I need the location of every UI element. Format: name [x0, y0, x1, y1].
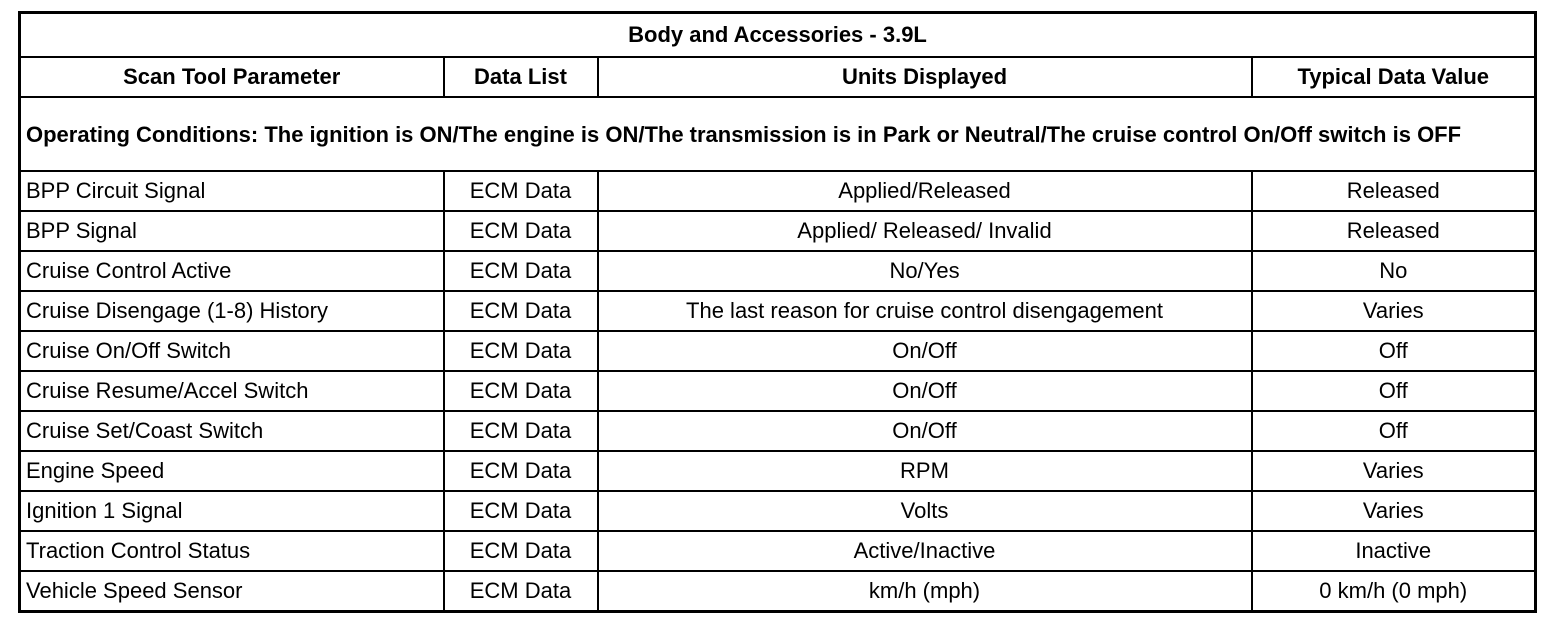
- cell-parameter: Cruise Disengage (1-8) History: [20, 291, 444, 331]
- cell-units: Applied/Released: [598, 171, 1252, 211]
- column-header-parameter: Scan Tool Parameter: [20, 57, 444, 97]
- cell-typical-value: Off: [1252, 331, 1536, 371]
- cell-typical-value: Varies: [1252, 491, 1536, 531]
- cell-data-list: ECM Data: [444, 451, 598, 491]
- table-row: [20, 251, 1536, 291]
- operating-conditions: Operating Conditions: The ignition is ON/The engine is ON/The transmission is in Park or Neutral/The cruise control On/Off switch is OFF: [20, 97, 1536, 171]
- cell-parameter: Traction Control Status: [20, 531, 444, 571]
- column-header-data-list: Data List: [444, 57, 598, 97]
- cell-parameter: Engine Speed: [20, 451, 444, 491]
- cell-typical-value: No: [1252, 251, 1536, 291]
- column-header-units: Units Displayed: [598, 57, 1252, 97]
- table-row: [20, 171, 1536, 211]
- scan-tool-data-table: [18, 11, 1537, 613]
- table-header-row: [20, 57, 1536, 97]
- cell-parameter: Cruise On/Off Switch: [20, 331, 444, 371]
- cell-units: RPM: [598, 451, 1252, 491]
- cell-data-list: ECM Data: [444, 211, 598, 251]
- cell-typical-value: Released: [1252, 171, 1536, 211]
- cell-data-list: ECM Data: [444, 171, 598, 211]
- cell-typical-value: Varies: [1252, 291, 1536, 331]
- cell-data-list: ECM Data: [444, 251, 598, 291]
- cell-data-list: ECM Data: [444, 291, 598, 331]
- cell-units: On/Off: [598, 331, 1252, 371]
- cell-units: On/Off: [598, 371, 1252, 411]
- cell-units: Volts: [598, 491, 1252, 531]
- cell-data-list: ECM Data: [444, 491, 598, 531]
- table-row: [20, 211, 1536, 251]
- table-title-row: [20, 13, 1536, 58]
- table-row: [20, 291, 1536, 331]
- cell-typical-value: Varies: [1252, 451, 1536, 491]
- table-row: [20, 371, 1536, 411]
- cell-parameter: BPP Circuit Signal: [20, 171, 444, 211]
- cell-data-list: ECM Data: [444, 331, 598, 371]
- cell-units: km/h (mph): [598, 571, 1252, 612]
- table-row: [20, 571, 1536, 612]
- column-header-typical-value: Typical Data Value: [1252, 57, 1536, 97]
- cell-units: No/Yes: [598, 251, 1252, 291]
- table-row: [20, 491, 1536, 531]
- cell-data-list: ECM Data: [444, 371, 598, 411]
- cell-units: Active/Inactive: [598, 531, 1252, 571]
- cell-units: Applied/ Released/ Invalid: [598, 211, 1252, 251]
- cell-parameter: Cruise Control Active: [20, 251, 444, 291]
- cell-units: On/Off: [598, 411, 1252, 451]
- cell-typical-value: Inactive: [1252, 531, 1536, 571]
- cell-parameter: Cruise Set/Coast Switch: [20, 411, 444, 451]
- operating-conditions-row: [20, 97, 1536, 171]
- cell-parameter: Vehicle Speed Sensor: [20, 571, 444, 612]
- cell-parameter: Ignition 1 Signal: [20, 491, 444, 531]
- cell-typical-value: 0 km/h (0 mph): [1252, 571, 1536, 612]
- table-row: [20, 451, 1536, 491]
- cell-parameter: Cruise Resume/Accel Switch: [20, 371, 444, 411]
- cell-units: The last reason for cruise control disengagement: [598, 291, 1252, 331]
- cell-parameter: BPP Signal: [20, 211, 444, 251]
- table-row: [20, 331, 1536, 371]
- cell-typical-value: Off: [1252, 371, 1536, 411]
- cell-data-list: ECM Data: [444, 571, 598, 612]
- cell-typical-value: Off: [1252, 411, 1536, 451]
- cell-data-list: ECM Data: [444, 531, 598, 571]
- table-title: Body and Accessories - 3.9L: [20, 13, 1536, 58]
- cell-data-list: ECM Data: [444, 411, 598, 451]
- table-row: [20, 411, 1536, 451]
- cell-typical-value: Released: [1252, 211, 1536, 251]
- table-row: [20, 531, 1536, 571]
